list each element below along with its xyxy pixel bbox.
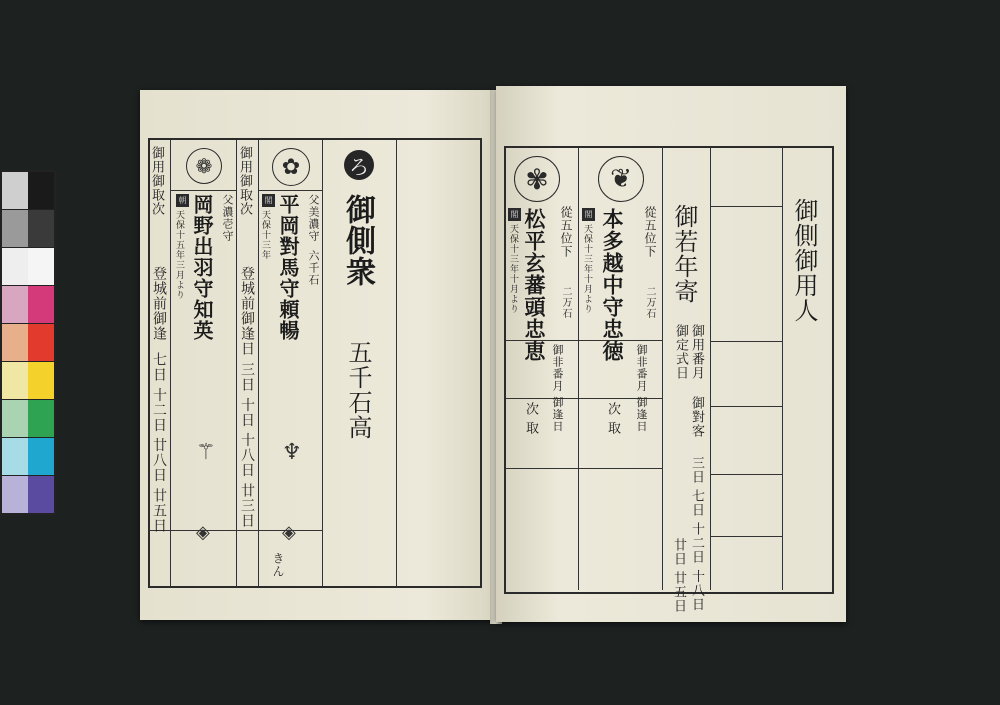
right-col2-name: 松平玄蕃頭忠恵	[522, 208, 547, 362]
right-col2-stipend: 二万石	[560, 286, 571, 319]
right-col1-appointed: 天保十三年十月より	[582, 224, 592, 314]
right-duty-line1: 御用番月	[689, 324, 704, 380]
spear-icon: ⚚	[196, 440, 216, 465]
right-days-line: 三日 七日 十二日 十八日	[689, 456, 704, 612]
open-book	[140, 86, 852, 631]
family-crest-icon: ✾	[514, 156, 560, 202]
emblem-icon: ◈	[282, 522, 296, 543]
color-calibration-chart	[0, 170, 56, 515]
right-page	[496, 86, 846, 622]
standard-icon: ♆	[282, 440, 302, 465]
right-col2-row-label: 次 取	[523, 402, 538, 436]
right-fixed-day: 御定式日	[673, 324, 688, 380]
left-col2-days: 三日 十日 十八日 廿三日	[239, 362, 255, 529]
right-col2-appointed: 天保十三年十月より	[508, 224, 518, 314]
left-col1-duty: 登城前御逢	[151, 266, 167, 341]
left-col1-days: 七日 十二日 廿八日 廿五日	[151, 352, 167, 534]
right-col1-stipend: 二万石	[644, 286, 655, 319]
right-col2-rank-stamp: 閣	[508, 208, 521, 221]
left-col1-rank-stamp: 朝	[176, 194, 189, 207]
left-col2-appointed: 天保十三年	[260, 210, 270, 260]
left-col1-father: 父濃壱守	[221, 194, 234, 242]
section-stipend: 五千石高	[344, 340, 372, 440]
family-crest-icon: ✿	[272, 148, 310, 186]
left-col2-duty: 登城前御逢日	[239, 266, 255, 356]
left-col2-name: 平岡對馬守頼暢	[276, 194, 300, 341]
emblem-icon: ◈	[196, 522, 210, 543]
family-crest-icon: ❁	[186, 148, 222, 184]
left-col2-father: 父美濃守	[307, 194, 320, 242]
left-col1-appointed: 天保十五年三月より	[174, 210, 184, 300]
right-col1-rank-stamp: 閣	[582, 208, 595, 221]
page-title: 御側御用人	[790, 198, 818, 323]
left-bottom-label: きん	[271, 552, 285, 578]
right-duty-line2: 御對客	[689, 396, 704, 438]
right-col1-rank: 從五位下	[643, 206, 657, 258]
family-crest-icon: ❦	[598, 156, 644, 202]
right-col1-duty: 御非番月 御逢日	[635, 344, 648, 433]
right-col2-duty: 御非番月 御逢日	[551, 344, 564, 433]
right-section-title: 御若年寄	[670, 204, 698, 304]
left-col2-stipend: 六千石	[307, 250, 320, 286]
right-col2-rank: 從五位下	[559, 206, 573, 258]
left-col1-name: 岡野出羽守知英	[190, 194, 214, 341]
left-col1-office: 御用御取次	[149, 146, 164, 216]
right-col1-row-label: 次 取	[605, 402, 620, 436]
left-col2-rank-stamp: 閣	[262, 194, 275, 207]
section-title: 御側衆	[340, 194, 375, 287]
left-page	[140, 90, 496, 620]
right-days-line2: 廿日 廿五日	[671, 538, 686, 614]
section-mark: ろ	[344, 150, 374, 180]
right-col1-name: 本多越中守忠徳	[600, 208, 625, 362]
left-col2-office: 御用御取次	[237, 146, 252, 216]
